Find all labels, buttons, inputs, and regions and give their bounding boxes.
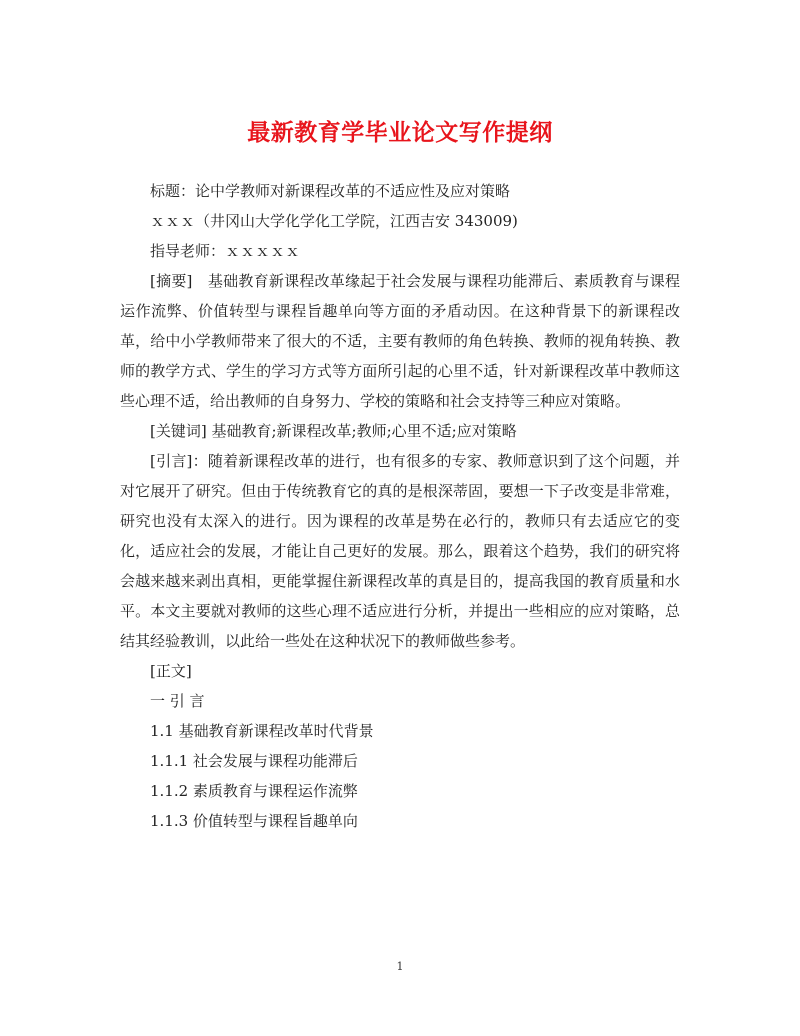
outline-item-1-1-1: 1.1.1 社会发展与课程功能滞后	[150, 752, 358, 770]
outline-item-section-1: 一 引 言	[150, 692, 205, 710]
document-title: 最新教育学毕业论文写作提纲	[247, 119, 553, 146]
outline-item-1-1-3: 1.1.3 价值转型与课程旨趣单向	[150, 812, 358, 830]
page-number: 1	[396, 960, 404, 973]
outline-item-1-1: 1.1 基础教育新课程改革时代背景	[150, 722, 374, 740]
body-label: [正文]	[150, 662, 192, 680]
subject-line: 标题：论中学教师对新课程改革的不适应性及应对策略	[150, 182, 511, 200]
outline-item-1-1-2: 1.1.2 素质教育与课程运作流弊	[150, 782, 358, 800]
abstract-paragraph: [摘要] 基础教育新课程改革缘起于社会发展与课程功能滞后、素质教育与课程运作流弊、价值转型与课程旨趣单向等方面的矛盾动因。在这种背景下的新课程改革，给中小学教师带来了很大的不适，主要有教师的角色转换、教师的视角转换、教师的教学方式、学生的学习方式等方面所引起的心里不适，针对新课程改革中教师这些心理不适，给出教师的自身努力、学校的策略和社会支持等三种应对策略。	[120, 272, 680, 410]
introduction-paragraph: [引言]：随着新课程改革的进行，也有很多的专家、教师意识到了这个问题，并对它展开了研究。但由于传统教育它的真的是根深蒂固，要想一下子改变是非常难，研究也没有太深入的进行。因为课程的改革是势在必行的，教师只有去适应它的变化，适应社会的发展，才能让自己更好的发展。那么，跟着这个趋势，我们的研究将会越来越来剥出真相，更能掌握住新课程改革的真是目的，提高我国的教育质量和水平。本文主要就对教师的这些心理不适应进行分析，并提出一些相应的应对策略，总结其经验教训，以此给一些处在这种状况下的教师做些参考。	[120, 452, 680, 650]
keywords-line: [关键词] 基础教育;新课程改革;教师;心里不适;应对策略	[150, 422, 517, 440]
advisor-line: 指导老师：ｘｘｘｘｘ	[150, 242, 301, 260]
document-body	[120, 176, 680, 836]
author-line: ｘｘｘ（井冈山大学化学化工学院，江西吉安 343009)	[150, 212, 518, 230]
